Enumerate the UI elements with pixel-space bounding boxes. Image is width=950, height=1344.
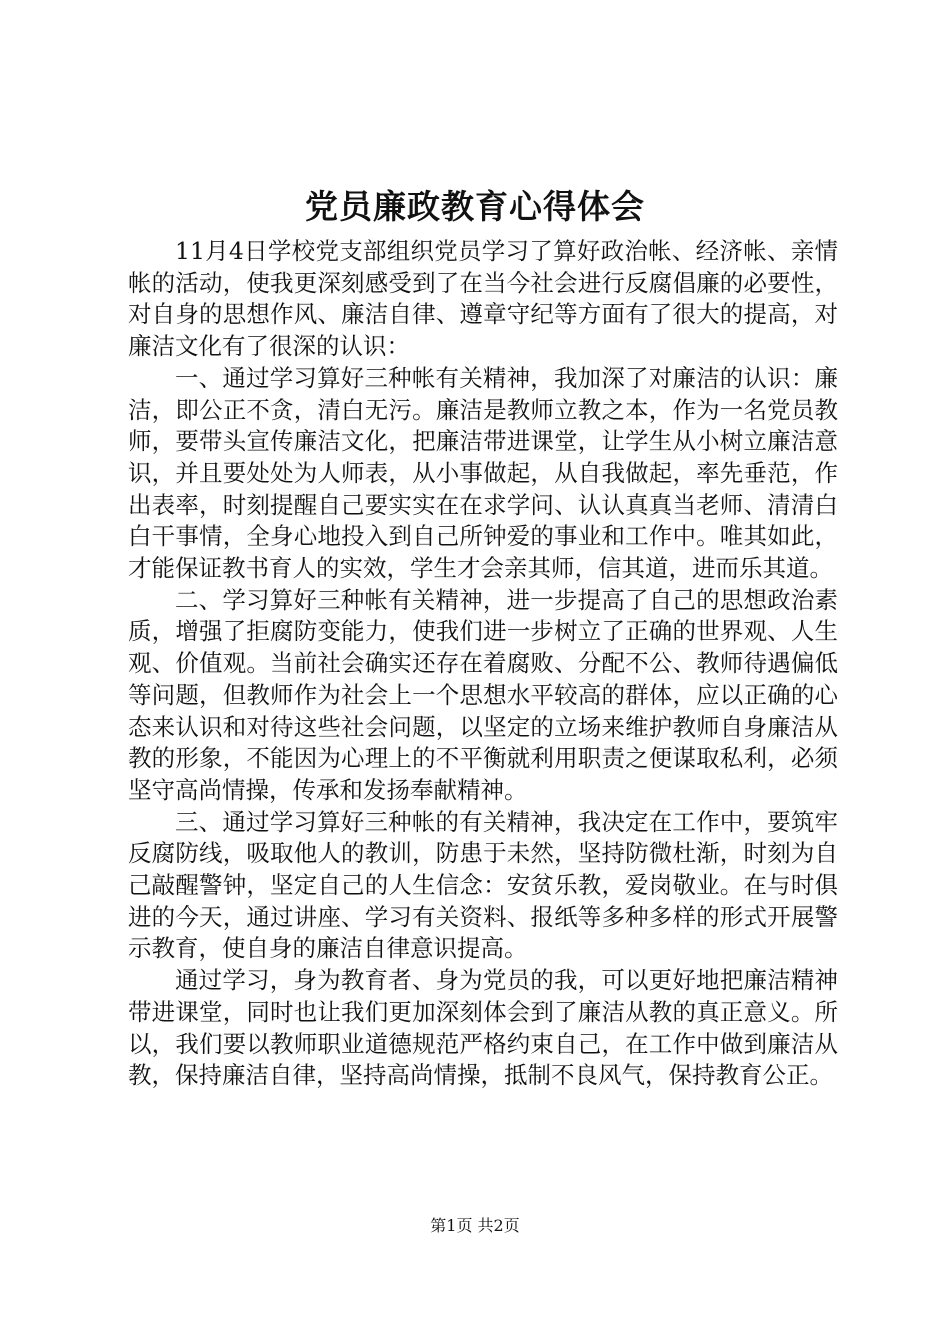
page-number: 第1页 共2页 (430, 1216, 520, 1235)
paragraph-point-two: 二、学习算好三种帐有关精神，进一步提高了自己的思想政治素质，增强了拒腐防变能力，使我们进一步树立了正确的世界观、人生观、价值观。当前社会确实还存在着腐败、分配不公、教师待遇偏低等问题，但教师作为社会上一个思想水平较高的群体，应以正确的心态来认识和对待这些社会问题，以坚定的立场来维护教师自身廉洁从教的形象，不能因为心理上的不平衡就利用职责之便谋取私利，必须坚守高尚情操，传承和发扬奉献精神。 (128, 585, 838, 804)
document-title: 党员廉政教育心得体会 (305, 187, 645, 226)
paragraph-point-one: 一、通过学习算好三种帐有关精神，我加深了对廉洁的认识：廉洁，即公正不贪，清白无污。廉洁是教师立教之本，作为一名党员教师，要带头宣传廉洁文化，把廉洁带进课堂，让学生从小树立廉洁意识，并且要处处为人师表，从小事做起，从自我做起，率先垂范，作出表率，时刻提醒自己要实实在在求学问、认认真真当老师、清清白白干事情，全身心地投入到自己所钟爱的事业和工作中。唯其如此，才能保证教书育人的实效，学生才会亲其师，信其道，进而乐其道。 (128, 363, 838, 583)
document-body (128, 236, 838, 1092)
paragraph-point-three: 三、通过学习算好三种帐的有关精神，我决定在工作中，要筑牢反腐防线，吸取他人的教训，防患于未然，坚持防微杜渐，时刻为自己敲醒警钟，坚定自己的人生信念：安贫乐教，爱岗敬业。在与时俱进的今天，通过讲座、学习有关资料、报纸等多种多样的形式开展警示教育，使自身的廉洁自律意识提高。 (128, 807, 838, 963)
paragraph-intro: 11月4日学校党支部组织党员学习了算好政治帐、经济帐、亲情帐的活动，使我更深刻感受到了在当今社会进行反腐倡廉的必要性，对自身的思想作风、廉洁自律、遵章守纪等方面有了很大的提高，对廉洁文化有了很深的认识： (128, 237, 838, 361)
paragraph-conclusion: 通过学习，身为教育者、身为党员的我，可以更好地把廉洁精神带进课堂，同时也让我们更加深刻体会到了廉洁从教的真正意义。所以，我们要以教师职业道德规范严格约束自己，在工作中做到廉洁从教，保持廉洁自律，坚持高尚情操，抵制不良风气，保持教育公正。 (128, 966, 838, 1090)
